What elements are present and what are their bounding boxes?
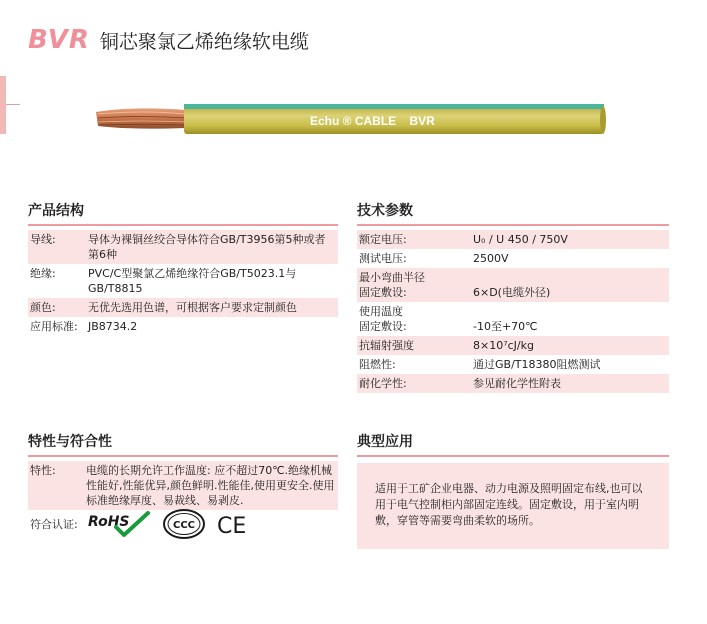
side-tab-marker bbox=[0, 76, 6, 134]
row-label: 特性: bbox=[30, 464, 56, 477]
structure-section bbox=[28, 200, 338, 336]
cable-print-text: Echu ® CABLE BVR bbox=[310, 114, 435, 128]
cable-stripe bbox=[184, 104, 604, 109]
cert-label: 符合认证: bbox=[30, 518, 78, 531]
row-value: -10至+70℃ bbox=[473, 320, 538, 333]
row-label: 导线: bbox=[30, 233, 56, 246]
rohs-text: RoHS bbox=[87, 514, 130, 530]
row-value: 6×D(电缆外径) bbox=[473, 286, 551, 299]
row-label: 最小弯曲半径 固定敷设: bbox=[359, 271, 425, 299]
structure-title: 产品结构 bbox=[28, 200, 338, 226]
applications-title: 典型应用 bbox=[357, 431, 669, 457]
page-title: 铜芯聚氯乙烯绝缘软电缆 bbox=[99, 30, 309, 53]
table-row bbox=[357, 249, 669, 268]
ce-text: CE bbox=[216, 514, 246, 539]
row-label: 绝缘: bbox=[30, 267, 56, 280]
features-table bbox=[28, 461, 338, 510]
row-value: 无优先选用色谱，可根据客户要求定制颜色 bbox=[88, 301, 297, 314]
row-label: 耐化学性: bbox=[359, 377, 407, 390]
row-label: 测试电压: bbox=[359, 252, 407, 265]
table-row bbox=[28, 230, 338, 264]
table-row bbox=[28, 317, 338, 336]
features-title: 特性与符合性 bbox=[28, 431, 338, 457]
spec-section bbox=[357, 200, 669, 393]
table-row bbox=[357, 374, 669, 393]
ce-icon bbox=[216, 509, 250, 539]
copper-strands bbox=[96, 108, 186, 128]
page-header bbox=[28, 24, 309, 56]
row-value: 8×10⁷cJ/kg bbox=[473, 339, 534, 352]
row-value: 电缆的长期允许工作温度: 应不超过70℃.绝缘机械性能好,性能优异,颜色鲜明.性能佳,使用更安全.使用标准绝缘厚度、易裁线、易剥皮. bbox=[86, 464, 335, 507]
ccc-text: CCC bbox=[172, 520, 195, 531]
table-row bbox=[357, 336, 669, 355]
row-value: U₀ / U 450 / 750V bbox=[473, 233, 568, 246]
cable-image bbox=[92, 96, 612, 142]
row-label: 额定电压: bbox=[359, 233, 407, 246]
row-value: 参见耐化学性附表 bbox=[473, 377, 561, 390]
ccc-icon bbox=[162, 508, 206, 540]
table-row bbox=[28, 298, 338, 317]
row-label: 应用标准: bbox=[30, 320, 78, 333]
applications-section bbox=[357, 431, 669, 549]
row-value: PVC/C型聚氯乙烯绝缘符合GB/T5023.1与GB/T8815 bbox=[88, 267, 297, 295]
row-value: 通过GB/T18380阻燃测试 bbox=[473, 358, 601, 371]
row-value: 2500V bbox=[473, 252, 509, 265]
rohs-check-icon bbox=[86, 509, 152, 539]
side-tab-line bbox=[6, 104, 20, 105]
row-label: 使用温度 固定敷设: bbox=[359, 305, 407, 333]
row-label: 抗辐射强度 bbox=[359, 339, 414, 352]
row-value: 导体为裸铜丝绞合导体符合GB/T3956第5种或者第6种 bbox=[88, 233, 326, 261]
table-row bbox=[28, 264, 338, 298]
applications-text: 适用于工矿企业电器、动力电源及照明固定布线,也可以用于电气控制柜内部固定连线。固定敷设，用于室内明敷，穿管等需要弯曲柔软的场所。 bbox=[357, 463, 669, 549]
spec-title: 技术参数 bbox=[357, 200, 669, 226]
spec-table bbox=[357, 230, 669, 393]
certification-row bbox=[30, 508, 260, 540]
structure-table bbox=[28, 230, 338, 336]
table-row bbox=[28, 461, 338, 510]
table-row bbox=[357, 302, 669, 336]
row-value: JB8734.2 bbox=[88, 320, 138, 333]
table-row bbox=[357, 268, 669, 302]
features-section bbox=[28, 431, 338, 510]
row-label: 颜色: bbox=[30, 301, 56, 314]
product-code: BVR bbox=[28, 25, 90, 55]
table-row bbox=[357, 230, 669, 249]
table-row bbox=[357, 355, 669, 374]
row-label: 阻燃性: bbox=[359, 358, 396, 371]
